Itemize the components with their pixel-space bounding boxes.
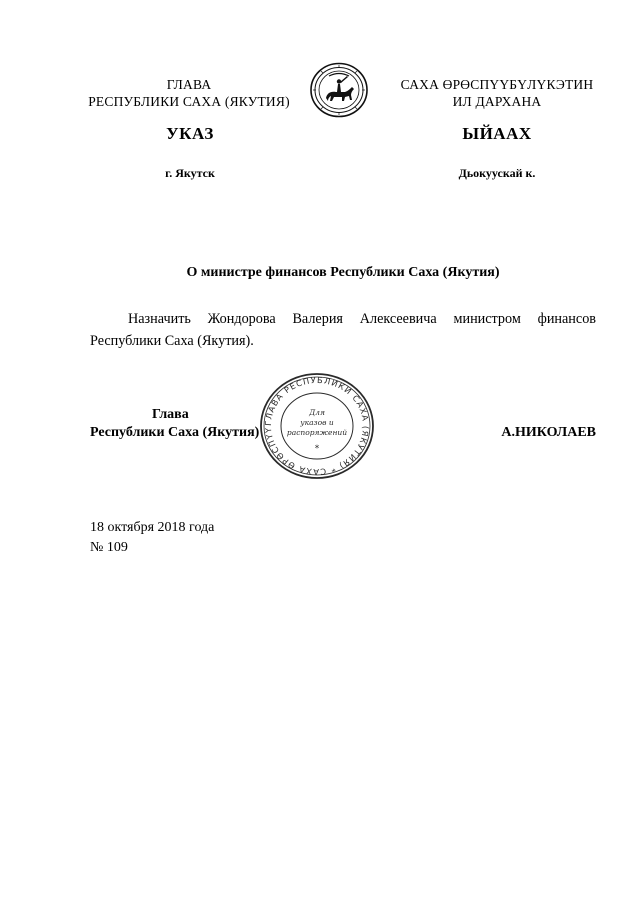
stamp-center-line1: Для — [309, 408, 325, 417]
stamp-center-line3: распоряжений — [286, 428, 348, 437]
svg-text:*: * — [314, 444, 320, 454]
signature-position-line1: Глава — [152, 407, 189, 422]
header-left-line2: РЕСПУБЛИКИ САХА (ЯКУТИЯ) — [88, 94, 290, 109]
title-right: ЫЙААХ — [462, 124, 532, 143]
place-right: Дьокуускай к. — [458, 166, 536, 180]
decree-subject: О министре финансов Республики Саха (Якутия) — [186, 265, 500, 280]
signature-position-line2: Республики Саха (Якутия) — [90, 425, 260, 440]
emblem-icon — [309, 62, 369, 118]
decree-footer — [90, 518, 390, 558]
decree-body: Назначить Жондорова Валерия Алексеевича министром финансов Республики Саха (Якутия). — [90, 311, 596, 349]
header-left-line1: ГЛАВА — [166, 77, 212, 92]
header-right — [386, 76, 608, 110]
header-left — [80, 76, 298, 110]
title-left: УКАЗ — [166, 124, 214, 143]
signature-name: А.НИКОЛАЕВ — [501, 425, 596, 440]
header-right-line1: САХА ӨРӨСПҮҮБҮЛҮКЭТИН — [400, 77, 594, 92]
place-left: г. Якутск — [165, 166, 215, 180]
emblem-seal — [309, 62, 369, 118]
signature-position — [90, 406, 320, 442]
stamp-ring-text: ГЛАВА РЕСПУБЛИКИ САХА (ЯКУТИЯ) * САХА ӨРӨСПҮҮ — [262, 374, 372, 478]
decree-number: № 109 — [90, 540, 128, 555]
stamp-center-line2: указов и — [300, 418, 334, 427]
decree-date: 18 октября 2018 года — [90, 520, 215, 535]
header-right-line2: ИЛ ДАРХАНА — [452, 94, 542, 109]
